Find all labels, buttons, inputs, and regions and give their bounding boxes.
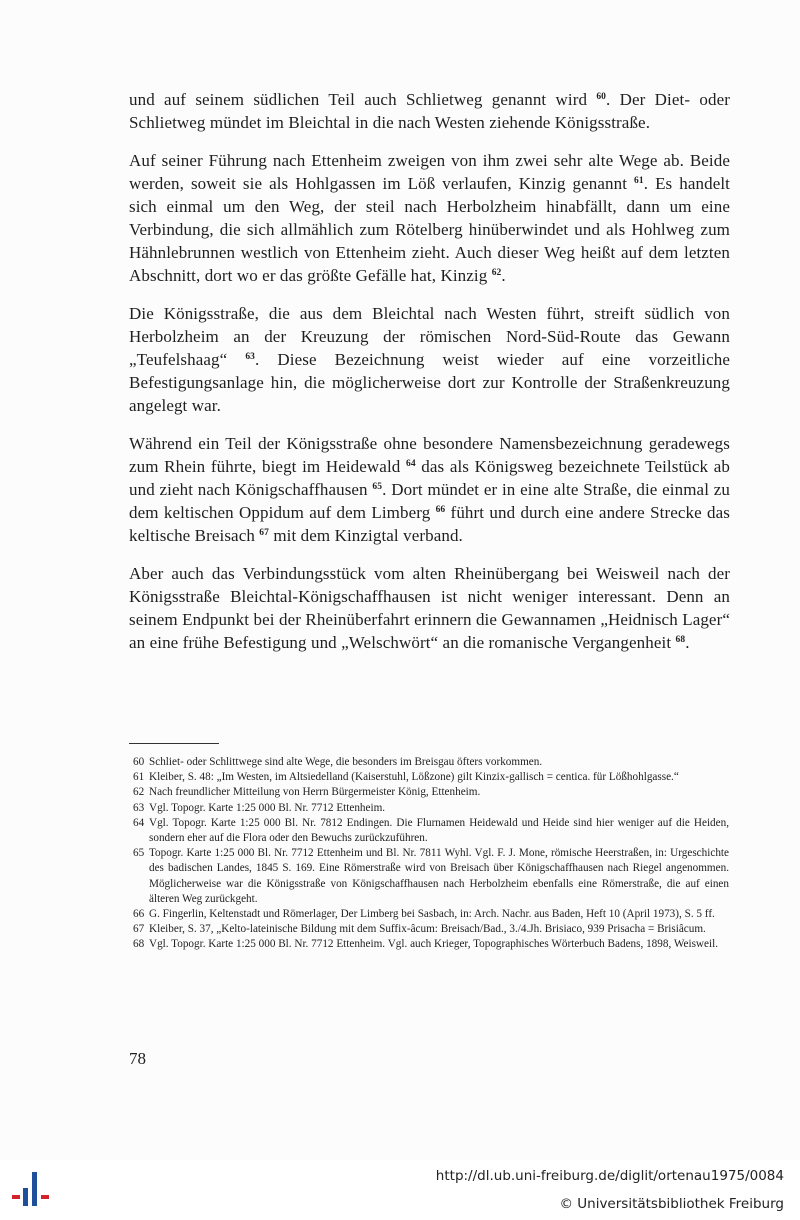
footnote-number: 68 bbox=[133, 938, 145, 951]
footnote bbox=[133, 785, 729, 800]
paragraph bbox=[129, 302, 730, 417]
paragraph-text: Auf seiner Führung nach Ettenheim zweigen von ihm zwei sehr alte Wege ab. Beide werden, soweit sie als Hohlgassen im Löß verlaufen, Kinzig genannt bbox=[129, 151, 730, 193]
footnote-reference: 66 bbox=[435, 505, 446, 515]
footnote bbox=[133, 846, 729, 907]
paragraph-text: Während ein Teil der Königsstraße ohne besondere Namensbezeichnung geradewegs zum Rhein führte, biegt im Heidewald bbox=[129, 434, 730, 476]
source-url-link[interactable]: http://dl.ub.uni-freiburg.de/diglit/ortenau1975/0084 bbox=[435, 1168, 784, 1184]
footnote bbox=[133, 816, 729, 846]
footnote bbox=[133, 937, 729, 952]
footnote bbox=[133, 907, 729, 922]
paragraph-text: . Der Diet- oder Schlietweg mündet im Bleichtal in die nach Westen ziehende Königsstraße. bbox=[129, 90, 730, 132]
footnote-number: 62 bbox=[133, 786, 145, 799]
footnote-reference: 68 bbox=[675, 635, 686, 645]
footnote-number: 61 bbox=[133, 771, 145, 784]
footnote bbox=[133, 922, 729, 937]
footnote-text: Nach freundlicher Mitteilung von Herrn Bürgermeister König, Ettenheim. bbox=[149, 786, 481, 799]
footnote-text: Vgl. Topogr. Karte 1:25 000 Bl. Nr. 7812 Endingen. Die Flurnamen Heidewald und Heide sind hier weniger auf die Heiden, sondern eher auf die Flora oder den Bewuchs zurückzuführen. bbox=[149, 816, 729, 845]
footnote-reference: 65 bbox=[372, 482, 383, 492]
paragraph-text: mit dem Kinzigtal verband. bbox=[269, 526, 463, 545]
footnote-text: G. Fingerlin, Keltenstadt und Römerlager, Der Limberg bei Sasbach, in: Arch. Nachr. aus Baden, Heft 10 (April 1973), S. 5 ff. bbox=[149, 908, 715, 921]
footnote-reference: 64 bbox=[405, 459, 416, 469]
paragraph-text: . Es handelt sich einmal um den Weg, der steil nach Herbolzheim hinabfällt, dann um eine Verbindung, die sich allmählich zum Rötelberg hinüberwindet und als Hohlweg zum Hähnlebrunnen westlich von Ettenheim zieht. Auch dieser Weg heißt auf dem letzten Abschnitt, dort wo er das größte Gefälle hat, Kinzig bbox=[129, 174, 730, 285]
paragraph bbox=[129, 149, 730, 287]
paragraph-text: das als Königsweg bezeichnete Teilstück ab und zieht nach Königschaffhausen bbox=[129, 457, 730, 499]
paragraph-text: . bbox=[501, 266, 506, 285]
footnotes bbox=[133, 755, 729, 953]
footnote-number: 60 bbox=[133, 756, 145, 768]
footnote-text: Vgl. Topogr. Karte 1:25 000 Bl. Nr. 7712 Ettenheim. bbox=[149, 801, 386, 814]
footnote bbox=[133, 801, 729, 816]
paragraph-text: und auf seinem südlichen Teil auch Schlietweg genannt wird bbox=[129, 90, 597, 109]
footnote-reference: 61 bbox=[634, 176, 644, 186]
paragraph bbox=[129, 432, 730, 547]
copyright-notice: © Universitätsbibliothek Freiburg bbox=[559, 1196, 784, 1212]
footnote-number: 63 bbox=[133, 801, 145, 814]
footnote-separator bbox=[129, 743, 219, 744]
paragraph-text: führt und durch eine andere Strecke das keltische Breisach bbox=[129, 503, 731, 545]
ub-freiburg-logo-icon bbox=[12, 1168, 52, 1210]
footnote-number: 66 bbox=[133, 908, 145, 921]
body-text bbox=[129, 88, 730, 669]
paragraph-text: . bbox=[685, 633, 690, 652]
footnote-number: 64 bbox=[133, 816, 145, 829]
footnote bbox=[133, 770, 729, 785]
footnote-reference: 63 bbox=[245, 352, 256, 362]
footnote-reference: 67 bbox=[259, 528, 269, 538]
footnote-number: 67 bbox=[133, 923, 145, 936]
footnote-text: Vgl. Topogr. Karte 1:25 000 Bl. Nr. 7712 Ettenheim. Vgl. auch Krieger, Topographisches Wörterbuch Badens, 1898, Weisweil. bbox=[149, 938, 718, 951]
footnote-text: Schliet- oder Schlittwege sind alte Wege, die besonders im Breisgau öfters vorkommen. bbox=[149, 756, 543, 768]
footnote-text: Kleiber, S. 48: „Im Westen, im Altsiedelland (Kaiserstuhl, Lößzone) gilt Kinzix-gallisch = centica. für Lößhohlgasse.“ bbox=[149, 771, 679, 784]
footnote bbox=[133, 755, 729, 770]
paragraph-text: . Diese Bezeichnung weist wieder auf eine vorzeitliche Befestigungsanlage hin, die möglicherweise dort zur Kontrolle der Straßenkreuzung angelegt war. bbox=[129, 350, 731, 415]
paragraph-text: . Dort mündet er in eine alte Straße, die einmal zu dem keltischen Oppidum auf dem Limberg bbox=[129, 480, 730, 522]
paragraph-text: Die Königsstraße, die aus dem Bleichtal nach Westen führt, streift südlich von Herbolzheim an der Kreuzung der römischen Nord-Süd-Route das Gewann „Teufelshaag“ bbox=[129, 304, 730, 369]
paragraph bbox=[129, 88, 730, 134]
footnote-number: 65 bbox=[133, 847, 145, 860]
paragraph bbox=[129, 562, 730, 654]
footnote-reference: 62 bbox=[491, 268, 502, 278]
paragraph-text: Aber auch das Verbindungsstück vom alten Rheinübergang bei Weisweil nach der Königsstraße Bleichtal-Königschaffhausen ist nicht weniger interessant. Denn an seinem Endpunkt bei der Rheinüberfahrt erinnern die Gewannamen „Heidnisch Lager“ an eine frühe Befestigung und „Welschwört“ an die romanische Vergangenheit bbox=[129, 564, 730, 652]
viewer-footer bbox=[0, 1160, 800, 1220]
page-number: 78 bbox=[129, 1049, 146, 1068]
footnote-reference: 60 bbox=[596, 92, 607, 102]
footnote-text: Topogr. Karte 1:25 000 Bl. Nr. 7712 Ettenheim und Bl. Nr. 7811 Wyhl. Vgl. F. J. Mone, römische Heerstraßen, in: Urgeschichte des badischen Landes, 1845 S. 169. Eine Römerstraße wird von Breisach über Königschaffhausen nach Riegel angenommen. Möglicherweise war die Königsstraße von Königschaffhausen nach Herbolzheim ebenfalls eine Römerstraße, die auf einen älteren Weg zurückgeht. bbox=[149, 847, 729, 905]
footnote-text: Kleiber, S. 37, „Kelto-lateinische Bildung mit dem Suffix-âcum: Breisach/Bad., 3./4.Jh. Brisiaco, 939 Prisacha = Brisiâcum. bbox=[149, 923, 706, 936]
